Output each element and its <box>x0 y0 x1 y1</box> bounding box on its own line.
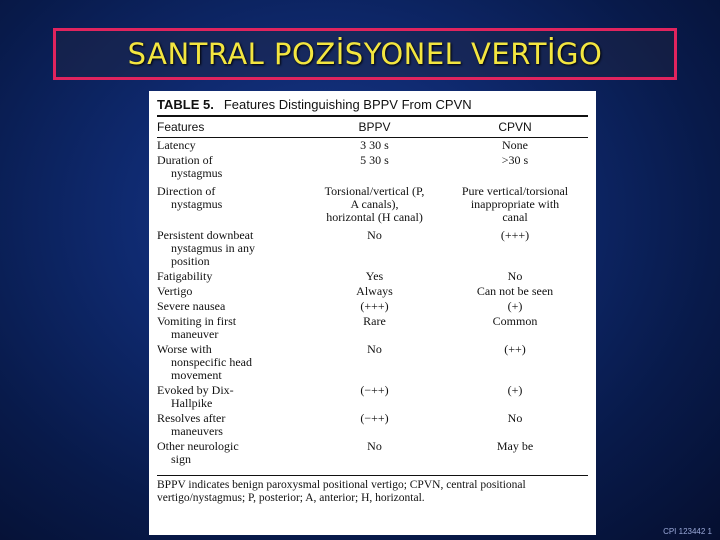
feature-cell <box>157 269 307 284</box>
table-row <box>157 439 588 467</box>
bppv-cell <box>307 181 442 225</box>
bppv-cell <box>307 439 442 467</box>
cpvn-cell <box>442 284 588 299</box>
feature-cell-line: maneuvers <box>171 424 223 438</box>
feature-cell-line: nystagmus <box>171 166 223 180</box>
table-row <box>157 314 588 342</box>
cpvn-cell <box>442 138 588 154</box>
header-features: Features <box>157 117 307 138</box>
cpvn-cell <box>442 225 588 269</box>
bppv-cell-line: (−++) <box>360 383 389 397</box>
bppv-cell-line: Rare <box>363 314 386 328</box>
feature-cell <box>157 138 307 154</box>
cpvn-cell <box>442 181 588 225</box>
feature-cell-line: Duration of <box>157 153 213 167</box>
cpvn-cell-line: (+) <box>507 299 523 313</box>
bppv-cell-line: (−++) <box>360 411 389 425</box>
bppv-cell <box>307 225 442 269</box>
feature-cell-line: maneuver <box>171 327 219 341</box>
table-body <box>157 138 588 468</box>
slide-title: SANTRAL POZİSYONEL VERTİGO <box>127 37 603 71</box>
cpvn-cell <box>442 153 588 181</box>
table-row <box>157 225 588 269</box>
table-row <box>157 181 588 225</box>
features-table <box>157 117 588 467</box>
bppv-cell <box>307 314 442 342</box>
bppv-cell <box>307 411 442 439</box>
bppv-cell-line: No <box>367 439 382 453</box>
feature-cell-line: Fatigability <box>157 269 213 283</box>
table-row <box>157 153 588 181</box>
feature-cell <box>157 314 307 342</box>
cpvn-cell <box>442 383 588 411</box>
bppv-cell <box>307 153 442 181</box>
table-footnote: BPPV indicates benign paroxysmal positional vertigo; CPVN, central positional vertigo/nystagmus; P, posterior; A, anterior; H, horizontal. <box>157 475 588 505</box>
bppv-cell-line: 5 30 s <box>360 153 389 167</box>
feature-cell-line: Persistent downbeat <box>157 228 254 242</box>
feature-cell-line: Other neurologic <box>157 439 239 453</box>
cpvn-cell-line: (+) <box>507 383 523 397</box>
bppv-cell-line: Yes <box>365 269 384 283</box>
cpvn-cell-line: (++) <box>504 342 526 356</box>
table-row <box>157 284 588 299</box>
cpvn-cell <box>442 299 588 314</box>
slide-title-frame <box>53 28 677 80</box>
table-row <box>157 342 588 383</box>
feature-cell <box>157 439 307 467</box>
cpvn-cell-line: No <box>507 269 523 283</box>
cpvn-cell <box>442 269 588 284</box>
bppv-cell <box>307 299 442 314</box>
cpvn-cell <box>442 411 588 439</box>
slide-watermark: CPI 123442 1 <box>663 527 712 536</box>
cpvn-cell-line: canal <box>502 210 528 224</box>
bppv-cell-line: Always <box>356 284 393 298</box>
table-row <box>157 269 588 284</box>
feature-cell <box>157 284 307 299</box>
bppv-cell <box>307 284 442 299</box>
bppv-cell-line: (+++) <box>360 299 389 313</box>
feature-cell-line: sign <box>171 452 192 466</box>
feature-cell-line: Hallpike <box>171 396 213 410</box>
bppv-cell <box>307 342 442 383</box>
feature-cell-line: Vomiting in first <box>157 314 237 328</box>
feature-cell-line: nonspecific head <box>171 355 252 369</box>
bppv-cell <box>307 269 442 284</box>
feature-cell-line: Resolves after <box>157 411 226 425</box>
feature-cell-line: Severe nausea <box>157 299 226 313</box>
cpvn-cell-line: inappropriate with <box>470 197 560 211</box>
header-bppv: BPPV <box>307 117 442 138</box>
cpvn-cell-line: Can not be seen <box>476 284 554 298</box>
feature-cell-line: Vertigo <box>157 284 193 298</box>
table-header-row <box>157 117 588 138</box>
table-caption <box>157 97 588 117</box>
cpvn-cell-line: May be <box>496 439 534 453</box>
table-caption-number: TABLE 5. <box>157 97 214 112</box>
feature-cell-line: Latency <box>157 138 196 152</box>
feature-cell-line: nystagmus <box>171 197 223 211</box>
cpvn-cell-line: Pure vertical/torsional <box>461 184 569 198</box>
cpvn-cell-line: (+++) <box>500 228 530 242</box>
feature-cell <box>157 225 307 269</box>
cpvn-cell <box>442 342 588 383</box>
feature-cell-line: position <box>171 254 210 268</box>
header-cpvn: CPVN <box>442 117 588 138</box>
bppv-cell-line: 3 30 s <box>360 138 389 152</box>
cpvn-cell <box>442 314 588 342</box>
feature-cell <box>157 383 307 411</box>
cpvn-cell-line: >30 s <box>501 153 529 167</box>
feature-cell-line: movement <box>171 368 222 382</box>
feature-cell-line: Worse with <box>157 342 212 356</box>
feature-cell <box>157 181 307 225</box>
bppv-cell-line: No <box>367 342 382 356</box>
table-row <box>157 138 588 154</box>
bppv-cell-line: horizontal (H canal) <box>326 210 423 224</box>
feature-cell-line: Direction of <box>157 184 216 198</box>
feature-cell <box>157 342 307 383</box>
feature-cell-line: Evoked by Dix- <box>157 383 234 397</box>
table-row <box>157 383 588 411</box>
feature-cell <box>157 411 307 439</box>
table-row <box>157 411 588 439</box>
bppv-cell <box>307 383 442 411</box>
bppv-cell-line: No <box>367 228 382 242</box>
table-row <box>157 299 588 314</box>
bppv-cell <box>307 138 442 154</box>
cpvn-cell-line: No <box>507 411 523 425</box>
cpvn-cell <box>442 439 588 467</box>
cpvn-cell-line: None <box>502 138 528 152</box>
feature-cell-line: nystagmus in any <box>171 241 255 255</box>
bppv-cell-line: A canals), <box>350 197 399 211</box>
cpvn-cell-line: Common <box>492 314 538 328</box>
bppv-cell-line: Torsional/vertical (P, <box>324 184 425 198</box>
feature-cell <box>157 299 307 314</box>
table-figure <box>149 91 596 535</box>
table-caption-text: Features Distinguishing BPPV From CPVN <box>223 97 472 112</box>
feature-cell <box>157 153 307 181</box>
